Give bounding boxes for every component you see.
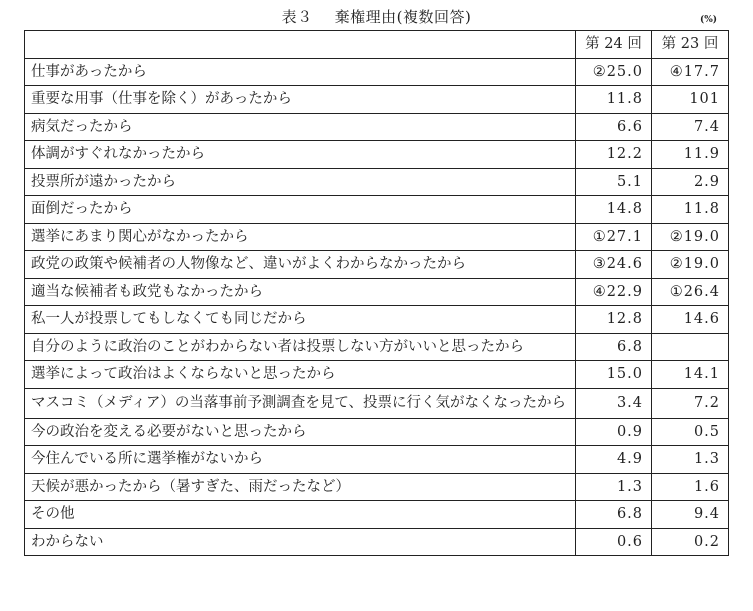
value-24th-cell: 3.4: [576, 388, 652, 418]
reason-cell: その他: [25, 501, 576, 529]
unit-label: (%): [700, 15, 718, 25]
reason-cell: 天候が悪かったから（暑すぎた、雨だったなど）: [25, 473, 576, 501]
value-23rd-cell: ②19.0: [652, 223, 729, 251]
reason-cell: 政党の政策や候補者の人物像など、違いがよくわからなかったから: [25, 251, 576, 279]
value-23rd-cell: 0.5: [652, 418, 729, 446]
value-24th-cell: 6.6: [576, 113, 652, 141]
value-24th-cell: 6.8: [576, 333, 652, 361]
reason-cell: 投票所が遠かったから: [25, 168, 576, 196]
table-row: [25, 446, 729, 474]
value-23rd-cell: 101: [652, 86, 729, 114]
table-row: [25, 223, 729, 251]
table-title-text: 棄権理由(複数回答): [334, 8, 472, 26]
table-title: [0, 6, 753, 27]
table-row: [25, 58, 729, 86]
value-24th-cell: 4.9: [576, 446, 652, 474]
header-23rd: 第 23 回: [652, 31, 729, 59]
value-23rd-cell: ②19.0: [652, 251, 729, 279]
value-24th-cell: 1.3: [576, 473, 652, 501]
reason-cell: 私一人が投票してもしなくても同じだから: [25, 306, 576, 334]
reason-cell: 選挙によって政治はよくならないと思ったから: [25, 361, 576, 389]
table-row: [25, 251, 729, 279]
value-23rd-cell: 14.1: [652, 361, 729, 389]
table-row: [25, 361, 729, 389]
table-row: [25, 418, 729, 446]
value-23rd-cell: 7.2: [652, 388, 729, 418]
reason-cell: 体調がすぐれなかったから: [25, 141, 576, 169]
reason-cell: わからない: [25, 528, 576, 556]
header-24th: 第 24 回: [576, 31, 652, 59]
reason-cell: 仕事があったから: [25, 58, 576, 86]
table-row: [25, 141, 729, 169]
table-row: [25, 306, 729, 334]
value-23rd-cell: ①26.4: [652, 278, 729, 306]
value-24th-cell: 11.8: [576, 86, 652, 114]
table-row: [25, 196, 729, 224]
abstention-reasons-table: [24, 30, 729, 556]
value-24th-cell: 0.9: [576, 418, 652, 446]
value-23rd-cell: 1.3: [652, 446, 729, 474]
table-row: [25, 473, 729, 501]
reason-cell: 適当な候補者も政党もなかったから: [25, 278, 576, 306]
table-row: [25, 388, 729, 418]
value-23rd-cell: 1.6: [652, 473, 729, 501]
value-23rd-cell: 11.8: [652, 196, 729, 224]
value-23rd-cell: 14.6: [652, 306, 729, 334]
value-23rd-cell: 9.4: [652, 501, 729, 529]
reason-cell: 今住んでいる所に選挙権がないから: [25, 446, 576, 474]
reason-cell: 自分のように政治のことがわからない者は投票しない方がいいと思ったから: [25, 333, 576, 361]
table-number: 表３: [281, 8, 313, 26]
value-24th-cell: ①27.1: [576, 223, 652, 251]
value-24th-cell: 12.2: [576, 141, 652, 169]
value-23rd-cell: ④17.7: [652, 58, 729, 86]
value-24th-cell: 12.8: [576, 306, 652, 334]
value-24th-cell: 0.6: [576, 528, 652, 556]
value-23rd-cell: 0.2: [652, 528, 729, 556]
table-row: [25, 501, 729, 529]
table-row: [25, 168, 729, 196]
value-24th-cell: 6.8: [576, 501, 652, 529]
value-23rd-cell: 2.9: [652, 168, 729, 196]
reason-cell: 選挙にあまり関心がなかったから: [25, 223, 576, 251]
table-row: [25, 278, 729, 306]
value-24th-cell: 14.8: [576, 196, 652, 224]
value-24th-cell: 15.0: [576, 361, 652, 389]
value-24th-cell: 5.1: [576, 168, 652, 196]
reason-cell: 面倒だったから: [25, 196, 576, 224]
reason-cell: マスコミ（メディア）の当落事前予測調査を見て、投票に行く気がなくなったから: [25, 388, 576, 418]
table-row: [25, 333, 729, 361]
reason-cell: 今の政治を変える必要がないと思ったから: [25, 418, 576, 446]
value-24th-cell: ④22.9: [576, 278, 652, 306]
value-23rd-cell: 11.9: [652, 141, 729, 169]
value-24th-cell: ③24.6: [576, 251, 652, 279]
table-row: [25, 86, 729, 114]
reason-cell: 重要な用事（仕事を除く）があったから: [25, 86, 576, 114]
table-row: [25, 113, 729, 141]
reason-cell: 病気だったから: [25, 113, 576, 141]
value-23rd-cell: 7.4: [652, 113, 729, 141]
header-row: [25, 31, 729, 59]
header-reason: [25, 31, 576, 59]
table-row: [25, 528, 729, 556]
value-23rd-cell: [652, 333, 729, 361]
value-24th-cell: ②25.0: [576, 58, 652, 86]
